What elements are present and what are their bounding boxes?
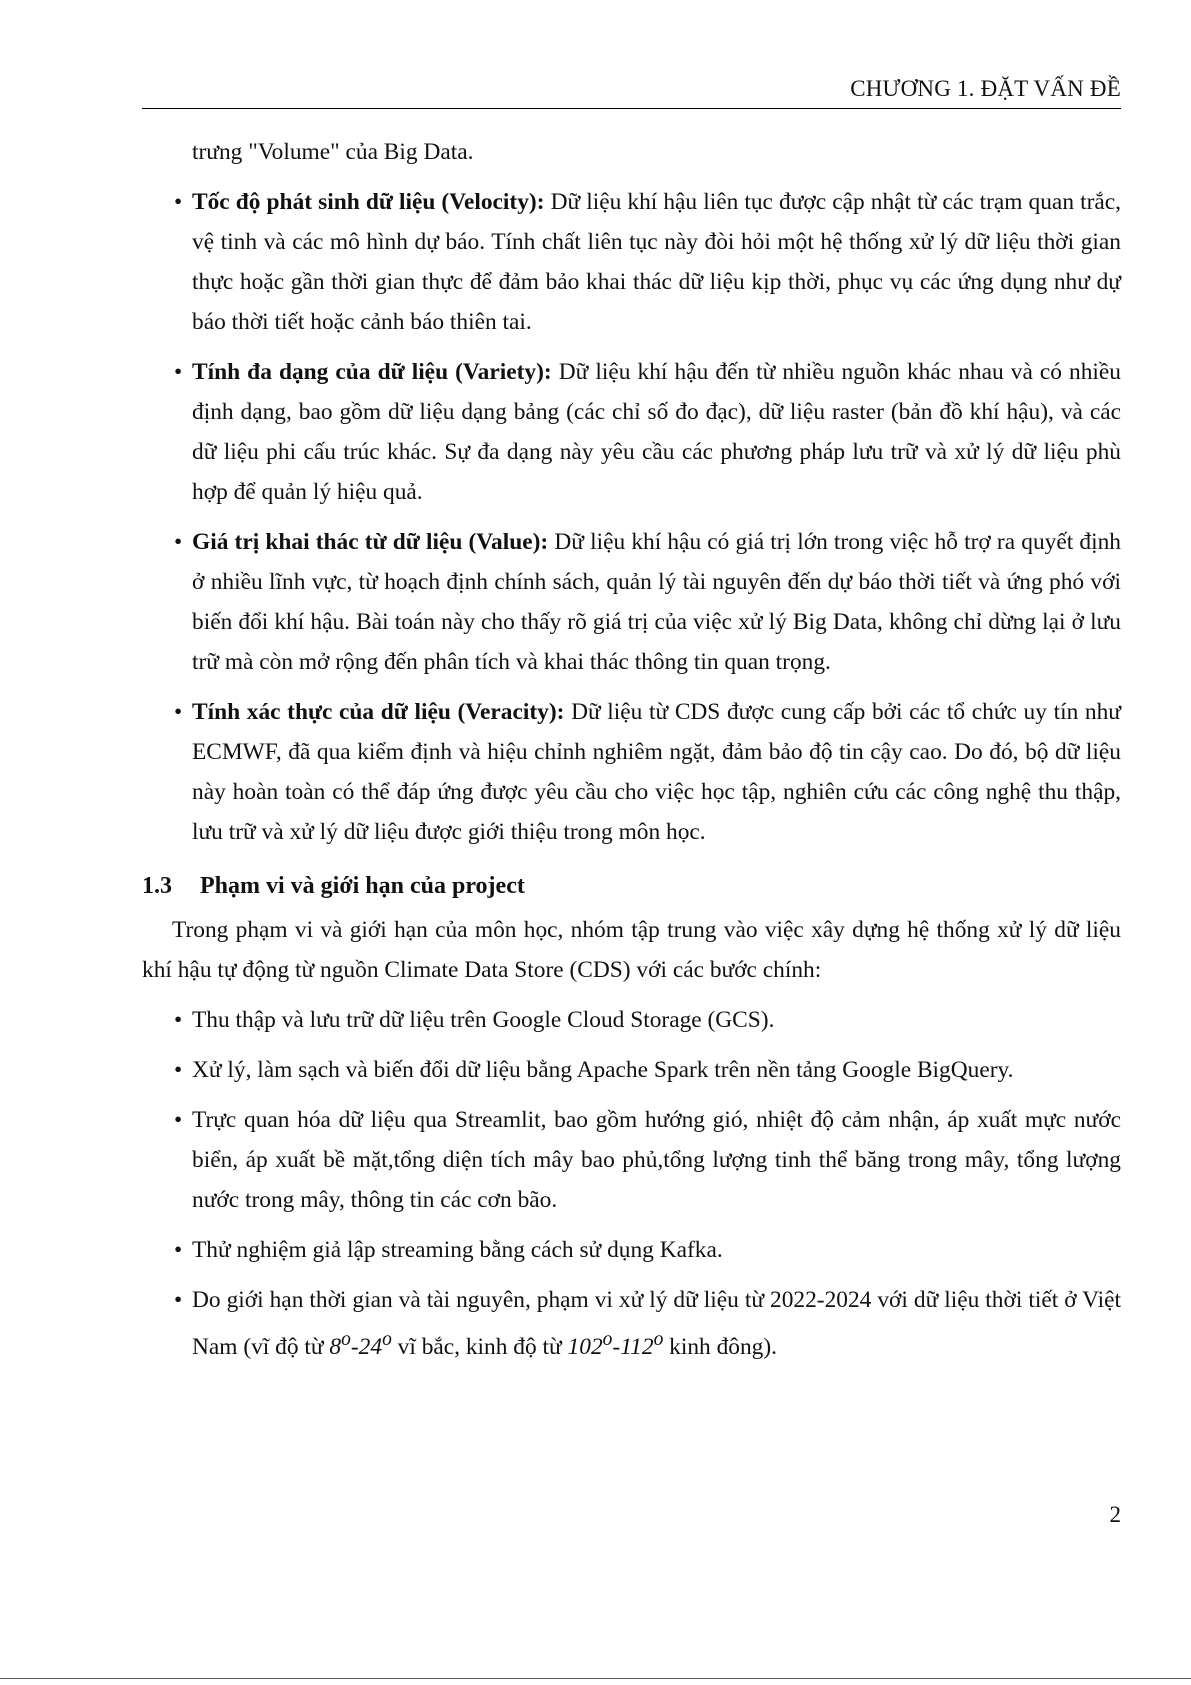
list-item (142, 182, 1121, 342)
section-intro: Trong phạm vi và giới hạn của môn học, nhóm tập trung vào việc xây dựng hệ thống xử lý dữ liệu khí hậu tự động từ nguồn Climate Data Store (CDS) với các bước chính: (142, 917, 1121, 983)
item-text-pre: Do giới hạn thời gian và tài nguyên, phạm vi xử lý dữ liệu từ 2022-2024 với dữ liệu thời tiết ở Việt Nam (vĩ độ từ (192, 1287, 1121, 1360)
running-header (142, 70, 1121, 109)
page-number: 2 (1109, 1502, 1121, 1527)
item-term: Giá trị khai thác từ dữ liệu (Value): (192, 529, 549, 555)
list-item (142, 1230, 1121, 1270)
scope-list (142, 1000, 1121, 1367)
item-text-mid: vĩ bắc, kinh độ từ (391, 1333, 568, 1360)
list-item (142, 1100, 1121, 1220)
page-body (142, 132, 1121, 1377)
section-heading (142, 862, 1121, 910)
item-text: Dữ liệu khí hậu đến từ nhiều nguồn khác nhau và có nhiều định dạng, bao gồm dữ liệu dạng bảng (các chỉ số đo đạc), dữ liệu raster (bản đồ khí hậu), và các dữ liệu phi cấu trúc khác. Sự đa dạng này yêu cầu các phương pháp lưu trữ và xử lý dữ liệu phù hợp để quản lý hiệu quả. (192, 359, 1121, 505)
item-text: Dữ liệu từ CDS được cung cấp bởi các tổ chức uy tín như ECMWF, đã qua kiểm định và hiệu chỉnh nghiêm ngặt, đảm bảo độ tin cậy cao. Do đó, bộ dữ liệu này hoàn toàn có thể đáp ứng được yêu cầu cho việc học tập, nghiên cứu các công nghệ thu thập, lưu trữ và xử lý dữ liệu được giới thiệu trong môn học. (192, 699, 1121, 845)
continuation-text: trưng "Volume" của Big Data. (192, 139, 474, 165)
item-text-post: kinh đông). (663, 1333, 778, 1360)
list-item (142, 692, 1121, 852)
bullet-icon: • (174, 189, 183, 215)
item-text: Thu thập và lưu trữ dữ liệu trên Google Cloud Storage (GCS). (192, 1007, 775, 1033)
bottom-divider (0, 1678, 1191, 1679)
list-item (142, 1280, 1121, 1367)
item-text: Dữ liệu khí hậu có giá trị lớn trong việc hỗ trợ ra quyết định ở nhiều lĩnh vực, từ hoạch định chính sách, quản lý tài nguyên đến dự báo thời tiết và ứng phó với biến đổi khí hậu. Bài toán này cho thấy rõ giá trị của việc xử lý Big Data, không chỉ dừng lại ở lưu trữ mà còn mở rộng đến phân tích và khai thác thông tin quan trọng. (192, 529, 1121, 675)
item-term: Tính đa dạng của dữ liệu (Variety): (192, 359, 552, 385)
bullet-icon: • (174, 699, 183, 725)
item-text: Dữ liệu khí hậu liên tục được cập nhật từ các trạm quan trắc, vệ tinh và các mô hình dự báo. Tính chất liên tục này đòi hỏi một hệ thống xử lý dữ liệu thời gian thực hoặc gần thời gian thực để đảm bảo khai thác dữ liệu kịp thời, phục vụ các ứng dụng như dự báo thời tiết hoặc cảnh báo thiên tai. (192, 189, 1121, 335)
list-item (142, 352, 1121, 512)
bullet-icon: • (174, 1237, 183, 1263)
characteristics-list (142, 182, 1121, 852)
bullet-icon: • (174, 1007, 183, 1033)
bullet-icon: • (174, 1287, 183, 1313)
bullet-icon: • (174, 359, 183, 385)
section-title: Phạm vi và giới hạn của project (200, 873, 525, 899)
bullet-icon: • (174, 1057, 183, 1083)
list-item (142, 522, 1121, 682)
lat-range: 8$^o$-24$^o$ (329, 1329, 392, 1360)
bullet-icon: • (174, 1107, 183, 1133)
bullet-icon: • (174, 529, 183, 555)
item-text: Xử lý, làm sạch và biến đổi dữ liệu bằng Apache Spark trên nền tảng Google BigQuery. (192, 1057, 1014, 1083)
item-text: Thử nghiệm giả lập streaming bằng cách sử dụng Kafka. (192, 1237, 723, 1263)
item-text: Trực quan hóa dữ liệu qua Streamlit, bao gồm hướng gió, nhiệt độ cảm nhận, áp xuất mực nước biển, áp xuất bề mặt,tổng diện tích mây bao phủ,tổng lượng tinh thể băng trong mây, tổng lượng nước trong mây, thông tin các cơn bão. (192, 1107, 1121, 1213)
item-term: Tốc độ phát sinh dữ liệu (Velocity): (192, 189, 545, 215)
item-term: Tính xác thực của dữ liệu (Veracity): (192, 699, 565, 725)
lon-range: 102$^o$-112$^o$ (567, 1329, 664, 1360)
list-item (142, 1000, 1121, 1040)
section-number: 1.3 (142, 873, 172, 899)
chapter-title: CHƯƠNG 1. ĐẶT VẤN ĐỀ (850, 76, 1121, 101)
list-item (142, 1050, 1121, 1090)
